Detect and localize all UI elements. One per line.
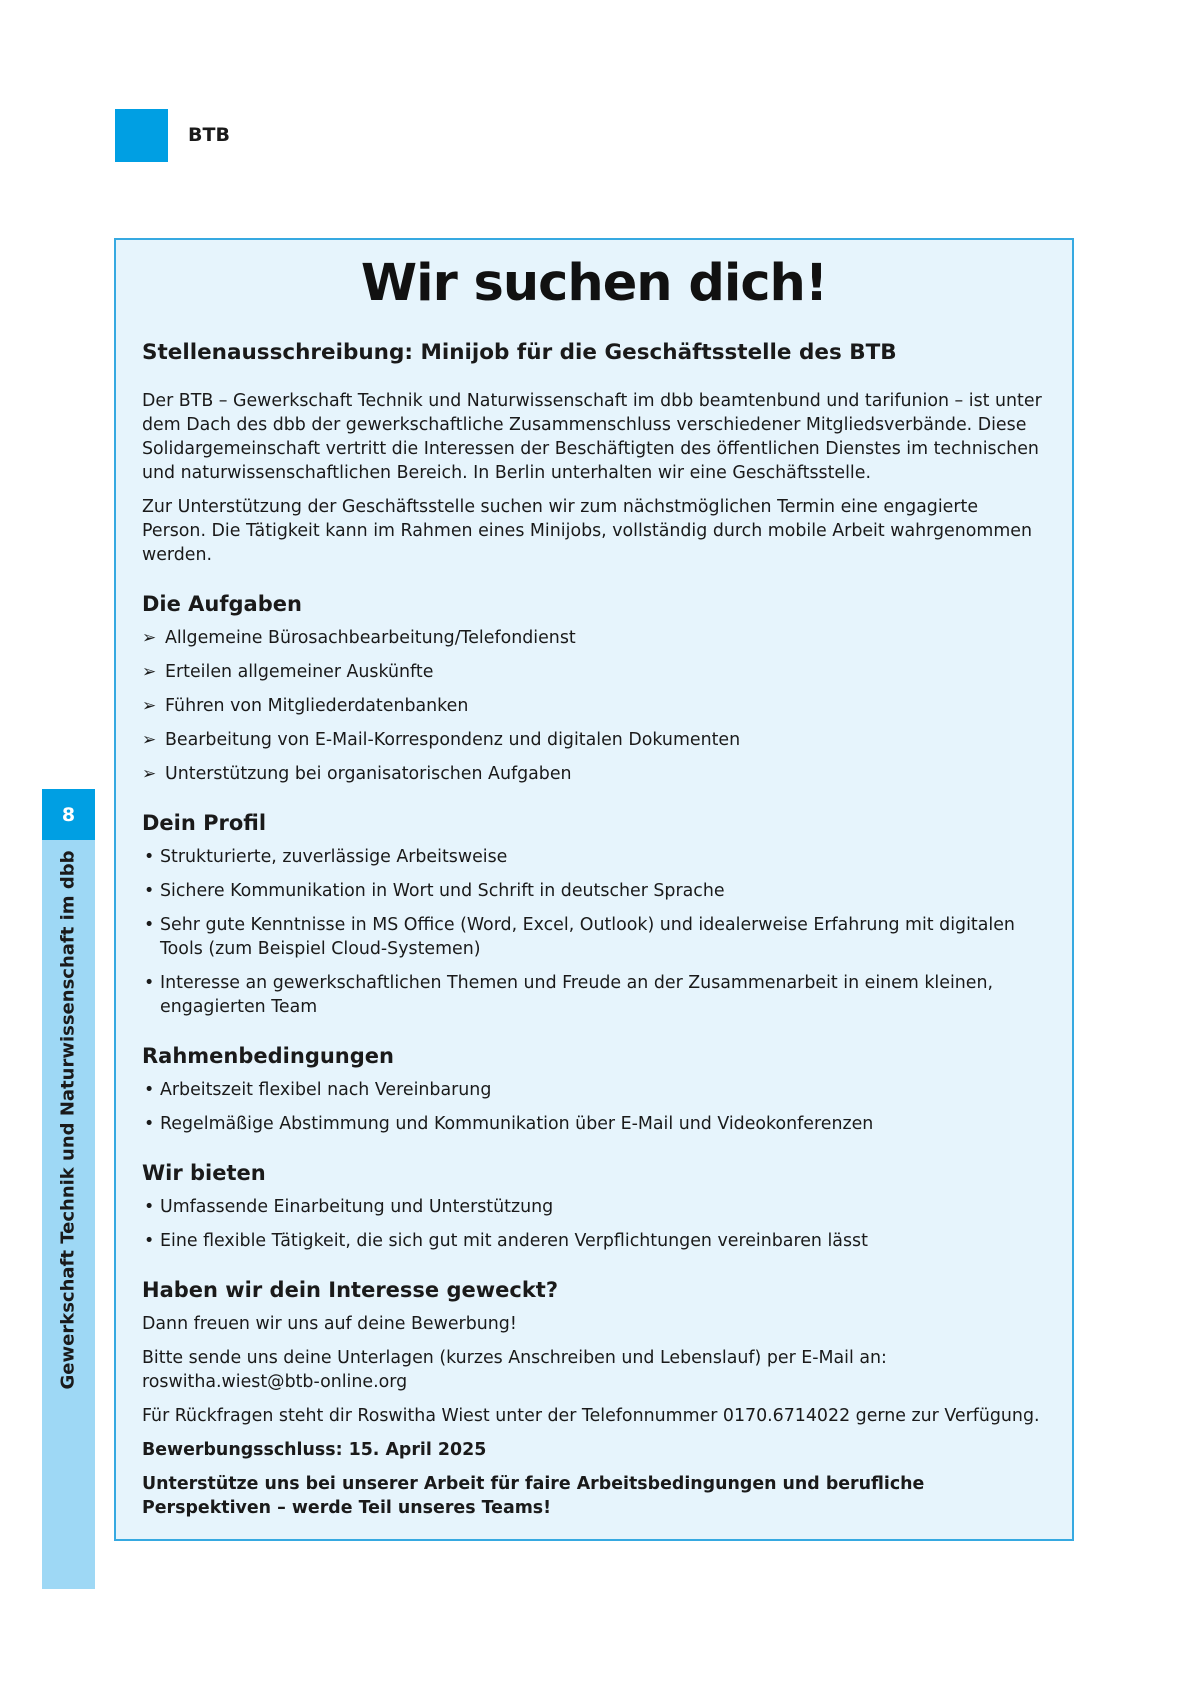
list-item: ➢ Erteilen allgemeiner Auskünfte	[142, 662, 434, 682]
list-item: ➢ Allgemeine Bürosachbearbeitung/Telefondienst	[142, 628, 576, 648]
list-item: • Umfassende Einarbeitung und Unterstützung	[144, 1197, 554, 1217]
arrow-icon: ➢	[142, 662, 157, 682]
list-item: • Sehr gute Kenntnisse in MS Office (Word, Excel, Outlook) und idealerweise Erfahrung mit digitalen Tools (zum Beispiel Cloud-Systemen)	[144, 915, 1015, 959]
bullet-icon: •	[144, 881, 155, 901]
intro-paragraph: Der BTB – Gewerkschaft Technik und Naturwissenschaft im dbb beamtenbund und tarifunion – ist unter dem Dach des dbb der gewerkschaftliche Zusammenschluss verschiedener Mitgliedsverbände. Diese Solidargemeinschaft vertritt die Interessen der Beschäftigten des öffentlichen Dienstes im technischen und naturwissenschaftlichen Bereich. In Berlin unterhalten wir eine Geschäftsstelle.	[142, 391, 1042, 483]
list-item: • Arbeitszeit flexibel nach Vereinbarung	[144, 1080, 492, 1100]
list-item: • Eine flexible Tätigkeit, die sich gut mit anderen Verpflichtungen vereinbaren lässt	[144, 1231, 868, 1251]
closing-statement: Unterstütze uns bei unserer Arbeit für faire Arbeitsbedingungen und berufliche Perspektiven – werde Teil unseres Teams!	[142, 1474, 925, 1518]
ad-subtitle: Stellenausschreibung: Minijob für die Geschäftsstelle des BTB	[142, 340, 897, 365]
list-item: • Strukturierte, zuverlässige Arbeitsweise	[144, 847, 508, 867]
arrow-icon: ➢	[142, 696, 157, 716]
list-item: • Sichere Kommunikation in Wort und Schrift in deutscher Sprache	[144, 881, 725, 901]
offer-list	[142, 1195, 1042, 1253]
bullet-icon: •	[144, 1231, 155, 1251]
contact-email-link[interactable]: roswitha.wiest@btb-online.org	[142, 1372, 408, 1392]
bullet-icon: •	[144, 973, 155, 993]
bullet-icon: •	[144, 847, 155, 867]
profile-list	[142, 845, 1042, 1019]
contact-instructions: Bitte sende uns deine Unterlagen (kurzes Anschreiben und Lebenslauf) per E-Mail an: roswitha.wiest@btb-online.org	[142, 1348, 887, 1392]
bullet-icon: •	[144, 1197, 155, 1217]
header-label: BTB	[188, 124, 230, 146]
bullet-icon: •	[144, 915, 155, 935]
contact-line: Dann freuen wir uns auf deine Bewerbung!	[142, 1314, 517, 1334]
offer-heading: Wir bieten	[142, 1161, 266, 1185]
conditions-heading: Rahmenbedingungen	[142, 1044, 394, 1068]
list-item: ➢ Unterstützung bei organisatorischen Aufgaben	[142, 764, 572, 784]
intro-paragraph: Zur Unterstützung der Geschäftsstelle suchen wir zum nächstmöglichen Termin eine engagierte Person. Die Tätigkeit kann im Rahmen eines Minijobs, vollständig durch mobile Arbeit wahrgenommen werden.	[142, 497, 1032, 565]
arrow-icon: ➢	[142, 730, 157, 750]
profile-heading: Dein Profil	[142, 811, 267, 835]
ad-content	[142, 339, 1042, 1530]
application-deadline: Bewerbungsschluss: 15. April 2025	[142, 1440, 487, 1460]
bullet-icon: •	[144, 1114, 155, 1134]
conditions-list	[142, 1078, 1042, 1136]
arrow-icon: ➢	[142, 628, 157, 648]
list-item: ➢ Führen von Mitgliederdatenbanken	[142, 696, 469, 716]
tasks-heading: Die Aufgaben	[142, 592, 302, 616]
list-item: • Interesse an gewerkschaftlichen Themen und Freude an der Zusammenarbeit in einem kleinen, engagierten Team	[144, 973, 994, 1017]
ad-title: Wir suchen dich!	[360, 254, 828, 313]
contact-heading: Haben wir dein Interesse geweckt?	[142, 1278, 559, 1302]
job-ad-box	[114, 238, 1074, 1541]
list-item: • Regelmäßige Abstimmung und Kommunikation über E-Mail und Videokonferenzen	[144, 1114, 874, 1134]
bullet-icon: •	[144, 1080, 155, 1100]
arrow-icon: ➢	[142, 764, 157, 784]
tasks-list	[142, 626, 1042, 786]
side-vertical-text: Gewerkschaft Technik und Naturwissenschaft im dbb	[57, 850, 79, 1390]
contact-phone-line: Für Rückfragen steht dir Roswitha Wiest unter der Telefonnummer 0170.6714022 gerne zur Verfügung.	[142, 1406, 1040, 1426]
page-number: 8	[42, 789, 95, 840]
list-item: ➢ Bearbeitung von E-Mail-Korrespondenz und digitalen Dokumenten	[142, 730, 741, 750]
brand-square	[115, 109, 168, 162]
